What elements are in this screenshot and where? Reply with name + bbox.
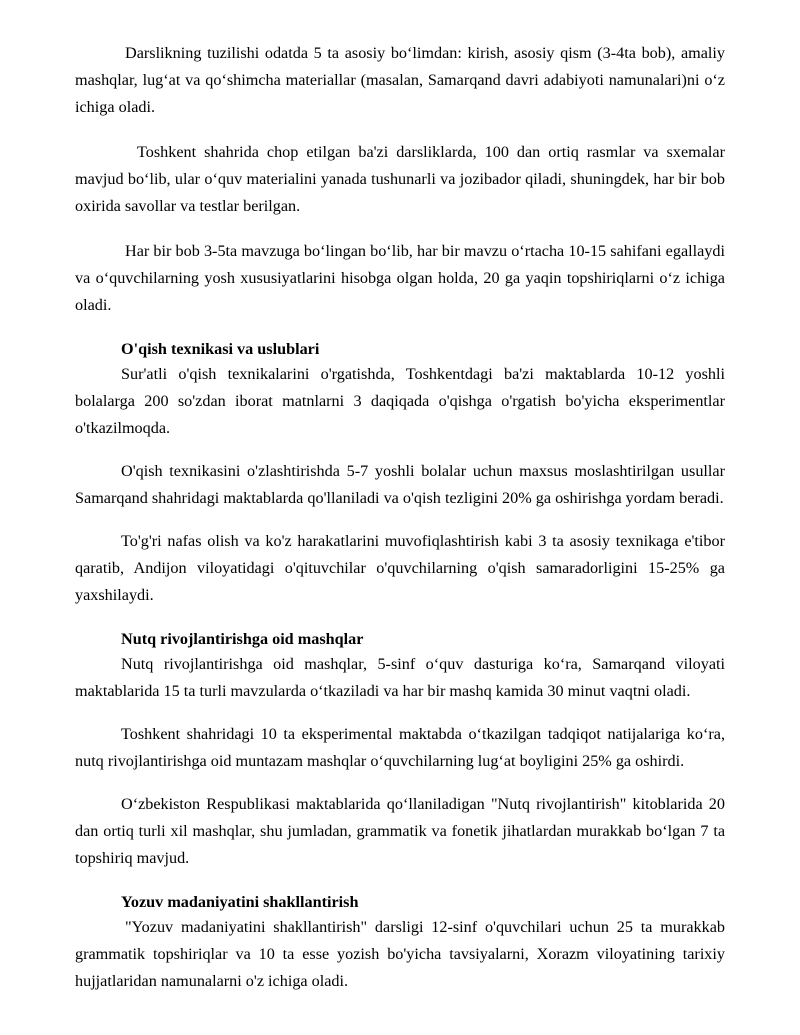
paragraph-breathing-technique: To'g'ri nafas olish va ko'z harakatlarini muvofiqlashtirish kabi 3 ta asosiy texnikaga e'tibor qaratib, Andijon viloyatidagi o'qituvchilar o'quvchilarning o'qish samaradorligini 15-25% ga yaxshilaydi. — [75, 532, 725, 604]
paragraph-chapter-topics: Har bir bob 3-5ta mavzuga bo‘lingan bo‘lib, har bir mavzu o‘rtacha 10-15 sahifani egallaydi va o‘quvchilarning yosh xususiyatlarini hisobga olgan holda, 20 ga yaqin topshiriqlarni o‘z ichiga oladi. — [75, 242, 725, 314]
paragraph-speech-books: O‘zbekiston Respublikasi maktablarida qo‘llaniladigan "Nutq rivojlantirish" kitoblarida 20 dan ortiq turli xil mashqlar, shu jumladan, grammatik va fonetik jihatlardan murakkab bo‘lgan 7 ta topshiriq mavjud. — [75, 795, 725, 867]
heading-speech-exercises: Nutq rivojlantirishga oid mashqlar — [121, 630, 364, 648]
paragraph-textbook-structure: Darslikning tuzilishi odatda 5 ta asosiy bo‘limdan: kirish, asosiy qism (3-4ta bob), amaliy mashqlar, lug‘at va qo‘shimcha materiallar (masalan, Samarqand davri adabiyoti namunalari)ni o‘z ichiga oladi. — [75, 44, 725, 116]
paragraph-speech-research: Toshkent shahridagi 10 ta eksperimental maktabda o‘tkazilgan tadqiqot natijalariga ko‘ra, nutq rivojlantirishga oid muntazam mashqlar o‘quvchilarning lug‘at boyligini 25% ga oshirdi. — [75, 725, 725, 770]
heading-writing-culture: Yozuv madaniyatini shakllantirish — [121, 893, 359, 911]
paragraph-speed-reading: Sur'atli o'qish texnikalarini o'rgatishda, Toshkentdagi ba'zi maktablarda 10-12 yoshli bolalarga 200 so'zdan iborat matnlarni 3 daqiqada o'qishga o'rgatish bo'yicha eksperimentlar o'tkazilmoqda. — [75, 365, 725, 437]
paragraph-speech-curriculum: Nutq rivojlantirishga oid mashqlar, 5-sinf o‘quv dasturiga ko‘ra, Samarqand viloyati maktablarida 15 ta turli mavzularda o‘tkaziladi va har bir mashq kamida 30 minut vaqtni oladi. — [75, 655, 725, 700]
heading-reading-technique: O'qish texnikasi va uslublari — [121, 340, 320, 358]
paragraph-writing-textbook: "Yozuv madaniyatini shakllantirish" darsligi 12-sinf o'quvchilari uchun 25 ta murakkab grammatik topshiriqlar va 10 ta esse yozish bo'yicha tavsiyalarni, Xorazm viloyatining tarixiy hujjatlaridan namunalarni o'z ichiga oladi. — [75, 918, 725, 990]
paragraph-tashkent-textbooks: Toshkent shahrida chop etilgan ba'zi darsliklarda, 100 dan ortiq rasmlar va sxemalar mavjud bo‘lib, ular o‘quv materialini yanada tushunarli va jozibador qiladi, shuningdek, har bir bob oxirida savollar va testlar berilgan. — [75, 143, 725, 215]
paragraph-reading-mastery: O'qish texnikasini o'zlashtirishda 5-7 yoshli bolalar uchun maxsus moslashtirilgan usullar Samarqand shahridagi maktablarda qo'llaniladi va o'qish tezligini 20% ga oshirishga yordam beradi. — [75, 462, 725, 507]
document-page — [75, 40, 725, 995]
